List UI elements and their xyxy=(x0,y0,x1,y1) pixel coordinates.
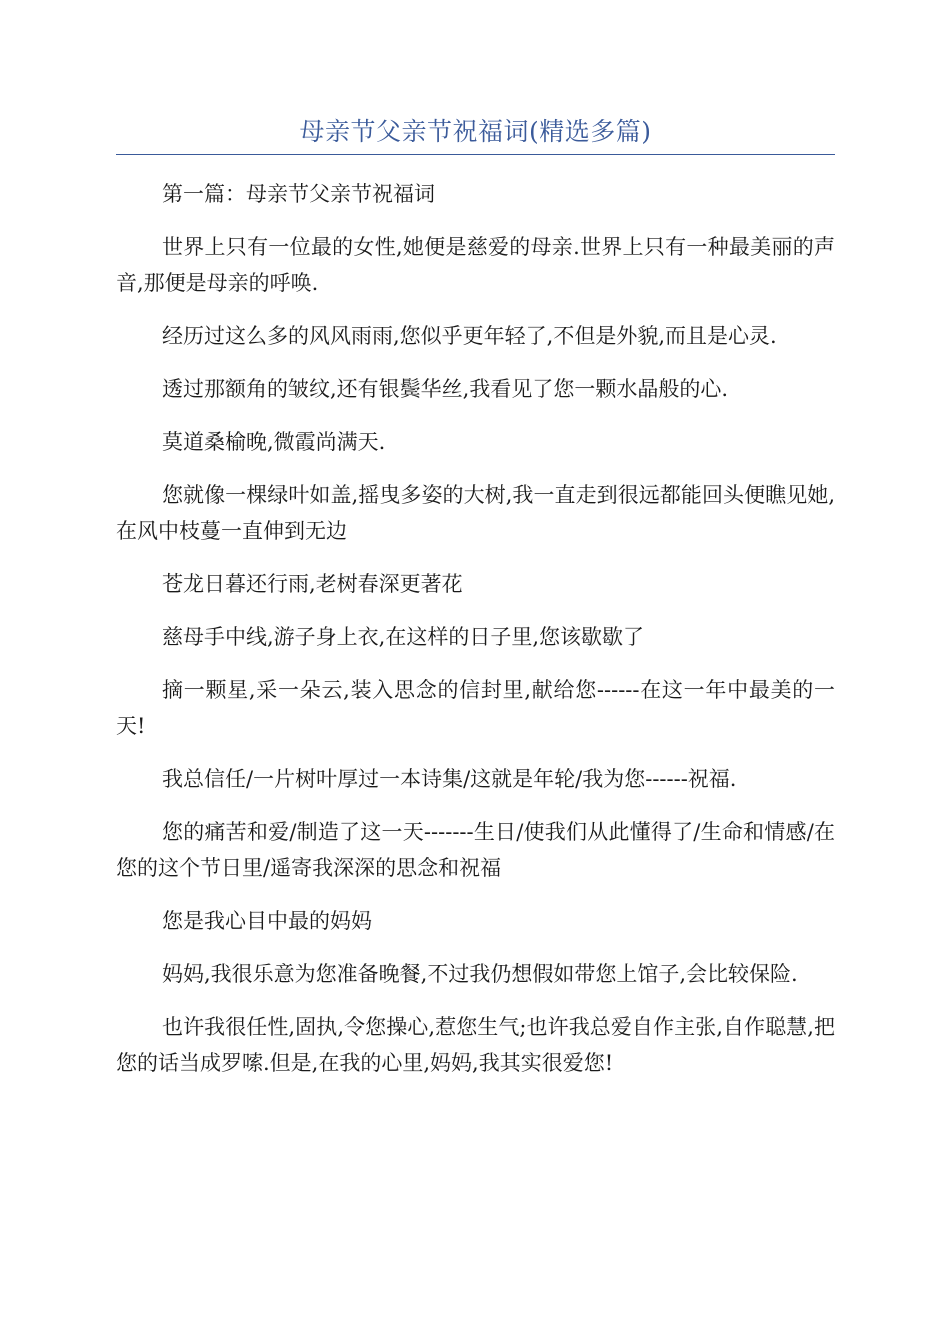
paragraph: 慈母手中线,游子身上衣,在这样的日子里,您该歇歇了 xyxy=(162,625,645,649)
paragraph: 妈妈,我很乐意为您准备晚餐,不过我仍想假如带您上馆子,会比较保险. xyxy=(162,962,798,986)
paragraph: 您就像一棵绿叶如盖,摇曳多姿的大树,我一直走到很远都能回头便瞧见她,在风中枝蔓一直伸到无边 xyxy=(116,483,835,543)
paragraph: 摘一颗星,采一朵云,装入思念的信封里,献给您------在这一年中最美的一天! xyxy=(116,678,835,738)
title-block xyxy=(116,112,835,155)
paragraph: 透过那额角的皱纹,还有银鬓华丝,我看见了您一颗水晶般的心. xyxy=(162,377,729,401)
paragraph: 也许我很任性,固执,令您操心,惹您生气;也许我总爱自作主张,自作聪慧,把您的话当成罗嗦.但是,在我的心里,妈妈,我其实很爱您! xyxy=(116,1015,835,1075)
document-title: 母亲节父亲节祝福词(精选多篇) xyxy=(299,117,652,146)
paragraph: 经历过这么多的风风雨雨,您似乎更年轻了,不但是外貌,而且是心灵. xyxy=(162,324,777,348)
section-heading: 第一篇：母亲节父亲节祝福词 xyxy=(162,182,435,206)
paragraph: 您是我心目中最的妈妈 xyxy=(162,909,372,933)
title-underline xyxy=(116,154,835,155)
paragraph: 苍龙日暮还行雨,老树春深更著花 xyxy=(162,572,463,596)
paragraph: 世界上只有一位最的女性,她便是慈爱的母亲.世界上只有一种最美丽的声音,那便是母亲的呼唤. xyxy=(116,235,835,295)
paragraph: 莫道桑榆晚,微霞尚满天. xyxy=(162,430,386,454)
paragraph: 我总信任/一片树叶厚过一本诗集/这就是年轮/我为您------祝福. xyxy=(162,767,737,791)
document-body xyxy=(116,176,835,1098)
paragraph: 您的痛苦和爱/制造了这一天-------生日/使我们从此懂得了/生命和情感/在您的这个节日里/遥寄我深深的思念和祝福 xyxy=(116,820,835,880)
